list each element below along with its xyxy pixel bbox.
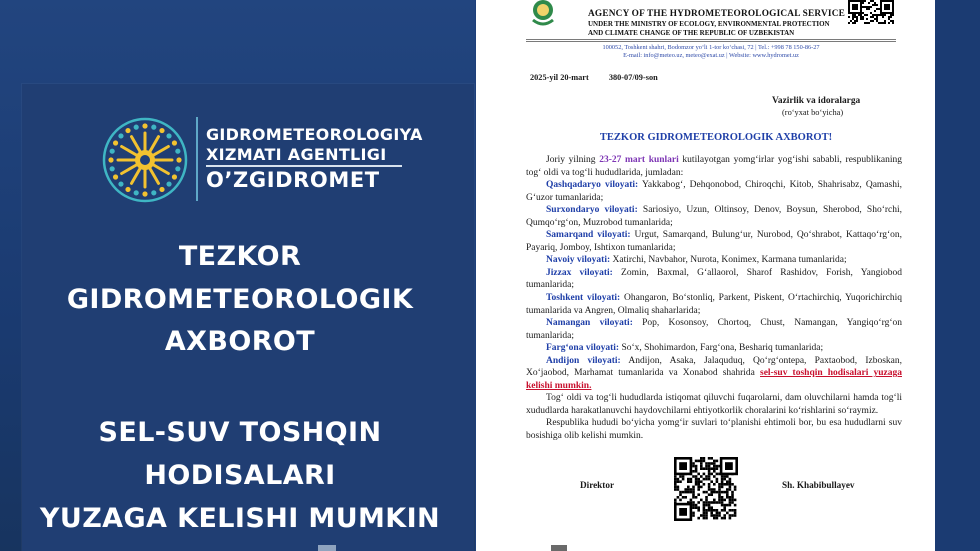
headline-line-3: AXBOROT [164, 326, 316, 357]
region-name: Samarqand viloyati: [546, 230, 631, 241]
state-emblem-icon [530, 0, 556, 26]
region-name: Qashqadaryo viloyati: [546, 180, 639, 191]
signer-name: Sh. Khabibullayev [782, 480, 855, 490]
header-rule [526, 39, 896, 40]
region-name: Farg‘ona viloyati: [546, 343, 620, 354]
agency-subtitle-2: AND CLIMATE CHANGE OF THE REPUBLIC OF UZBEKISTAN [588, 29, 795, 37]
header-rule [526, 41, 896, 42]
brand-separator [196, 117, 198, 201]
region-paragraph: Farg‘ona viloyati: So‘x, Shohimardon, Farg‘ona, Beshariq tumanlarida; [546, 343, 824, 354]
letter-title: TEZKOR GIDROMETEOROLOGIK AXBOROT! [599, 132, 833, 143]
region-paragraph: Surxondaryo viloyati: Sariosiyo, Uzun, Oltinsoy, Denov, Boysun, Sherobod, Sho‘rchi, Qumqo‘rg‘on, Muzrobod tumanlarida; [526, 205, 902, 228]
region-name: Namangan viloyati: [546, 318, 633, 329]
region-paragraph: Qashqadaryo viloyati: Yakkabog‘, Dehqonobod, Chiroqchi, Kitob, Shahrisabz, Qamashi, G‘uzor tumanlarida; [526, 180, 902, 203]
region-name: Surxondaryo viloyati: [546, 205, 638, 216]
flood-paragraph: Respublika hududi bo‘yicha yomg‘ir suvlari to‘planishi ehtimoli bor, bu esa hududlarni suv bosishiga olib kelishi mumkin. [526, 418, 902, 442]
region-name: Andijon viloyati: [546, 355, 621, 366]
intro-paragraph: Joriy yilning 23-27 mart kunlari kutilayotgan yomg‘irlar yog‘ishi sababli, respublikaning tog‘ oldi va tog‘li hududlarida, jumladan: [526, 155, 902, 178]
region-paragraph: Namangan viloyati: Pop, Kosonsoy, Chortoq, Chust, Namangan, Yangiqo‘rg‘on tumanlarida; [526, 318, 902, 341]
headline-line-1: TEZKOR [178, 241, 302, 272]
letter-number: 380-07/09-son [608, 73, 658, 82]
bottom-mark [551, 545, 567, 551]
director-label: Direktor [580, 480, 615, 490]
warning-text: sel-suv toshqin hodisalari yuzaga kelishi mumkin. [526, 368, 902, 391]
contact-web: E-mail: info@meteo.uz, meteo@exat.uz | Website: www.hydromet.uz [623, 52, 799, 59]
contact-address: 100052, Toshkent shahri, Bodomzor yo‘li 1-tor ko‘chasi, 72 | Tel.: +998 78 150-86-27 [602, 44, 820, 51]
region-paragraph: Andijon viloyati: Andijon, Asaka, Jalaquduq, Qo‘rg‘ontepa, Paxtaobod, Izboskan, Xo‘jaobod, Marhamat tumanlarida va Xonabod shahrida sel-suv toshqin hodisalari yuzaga kelishi mumkin. [526, 355, 902, 391]
region-paragraph: Samarqand viloyati: Urgut, Samarqand, Bulung‘ur, Nurobod, Qo‘shrabot, Kattaqo‘rg‘on, Payariq, Jomboy, Ishtixon tumanlarida; [526, 230, 902, 253]
letter-date: 2025-yil 20-mart [530, 73, 589, 82]
brand-short-name: O’ZGIDROMET [206, 168, 380, 192]
agency-name: AGENCY OF THE HYDROMETEOROLOGICAL SERVICE [588, 9, 846, 19]
advice-paragraph: Tog‘ oldi va tog‘li hududlarda istiqomat qiluvchi fuqarolarni, dam oluvchilarni hamda tog‘li xududlarda harakatlanuvchi haydovchilarni ehtiyotkorlik choralarini ko‘rishlarini so‘raymiz. [526, 393, 902, 416]
region-paragraph: Navoiy viloyati: Xatirchi, Navbahor, Nurota, Konimex, Karmana tumanlarida; [546, 255, 847, 266]
headline-line-2: GIDROMETEOROLOGIK [66, 284, 414, 315]
addressee-note: (ro‘yxat bo‘yicha) [782, 108, 844, 117]
qr-code-icon [674, 457, 738, 521]
region-paragraph: Toshkent viloyati: Ohangaron, Bo‘stonliq, Parkent, Piskent, O‘rtachirchiq, Yuqorichirchiq tumanlarida va Angren, Olmaliq shaharlarida; [526, 293, 903, 316]
sun-snowflake-logo-icon [100, 115, 190, 205]
brand-rule [206, 165, 402, 167]
addressee: Vazirlik va idoralarga [772, 96, 861, 106]
headline-line-6: YUZAGA KELISHI MUMKIN [39, 503, 441, 534]
agency-subtitle-1: UNDER THE MINISTRY OF ECOLOGY, ENVIRONMENTAL PROTECTION [588, 20, 830, 28]
region-name: Navoiy viloyati: [546, 255, 611, 266]
headline-line-4: SEL-SUV TOSHQIN [98, 417, 382, 448]
headline-line-5: HODISALARI [144, 460, 336, 491]
qr-code-icon [848, 0, 894, 24]
region-paragraph: Jizzax viloyati: Zomin, Baxmal, G‘allaorol, Sharof Rashidov, Forish, Yangiobod tumanlarida; [526, 267, 902, 291]
brand-name-line-1: GIDROMETEOROLOGIYA [206, 125, 423, 144]
brand-name-line-2: XIZMATI AGENTLIGI [206, 145, 387, 164]
letter-body [526, 154, 902, 443]
region-name: Toshkent viloyati: [546, 293, 621, 304]
bottom-mark [318, 545, 336, 551]
official-letter [476, 0, 935, 551]
right-background [935, 0, 980, 551]
region-name: Jizzax viloyati: [546, 267, 613, 278]
region-list [526, 179, 902, 355]
forecast-dates: 23-27 mart kunlari [599, 155, 679, 165]
date-line [530, 73, 676, 82]
